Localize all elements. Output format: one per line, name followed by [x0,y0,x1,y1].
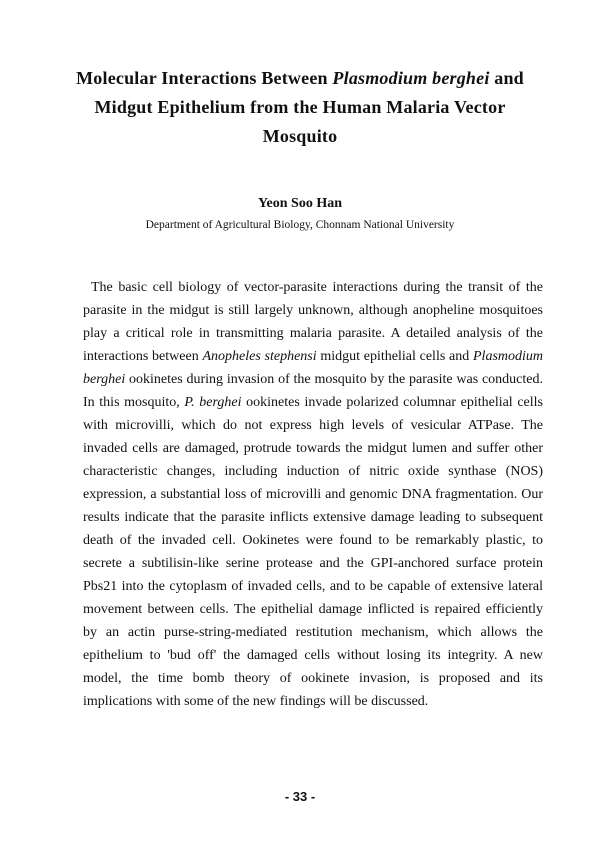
title-text-part2: and Midgut Epithelium from the Human Malaria Vector Mosquito [94,68,524,146]
title-text-part1: Molecular Interactions Between [76,68,333,88]
abstract-text-4: ookinetes invade polarized columnar epithelial cells with microvilli, which do not express high levels of vesicular ATPase. The invaded cells are damaged, protrude towards the midgut lumen and suffer other characteristic changes, including induction of nitric oxide synthase (NOS) expression, a substantial loss of microvilli and genomic DNA fragmentation. Our results indicate that the parasite inflicts extensive damage leading to subsequent death of the invaded cell. Ookinetes were found to be remarkably plastic, to secrete a subtilisin-like serine protease and the GPI-anchored surface protein Pbs21 into the cytoplasm of invaded cells, and to be capable of extensive lateral movement between cells. The epithelial damage inflicted is repaired efficiently by an actin purse-string-mediated restitution mechanism, which allows the epithelium to 'bud off' the damaged cells without losing its integrity. A new model, the time bomb theory of ookinete invasion, is proposed and its implications with some of the new findings will be discussed. [83,395,543,709]
abstract-italic-3: P. berghei [184,395,242,410]
page-number: - 33 - [284,789,316,804]
abstract-paragraph [83,276,543,713]
abstract-text-2: midgut epithelial cells and [316,349,473,364]
abstract-italic-1: Anopheles stephensi [202,349,317,364]
paper-title [60,64,540,151]
abstract-italic-2: Plasmodium berghei [83,349,543,387]
title-species-name: Plasmodium berghei [332,68,490,88]
abstract-text-3: ookinetes during invasion of the mosquito by the parasite was conducted. In this mosquito, [83,372,543,410]
author-affiliation: Department of Agricultural Biology, Chonnam National University [145,219,455,231]
author-name: Yeon Soo Han [257,196,343,211]
abstract-text-1: The basic cell biology of vector-parasite interactions during the transit of the parasite in the midgut is still largely unknown, although anopheline mosquitoes play a critical role in transmitting malaria parasite. A detailed analysis of the interactions between [83,280,543,364]
